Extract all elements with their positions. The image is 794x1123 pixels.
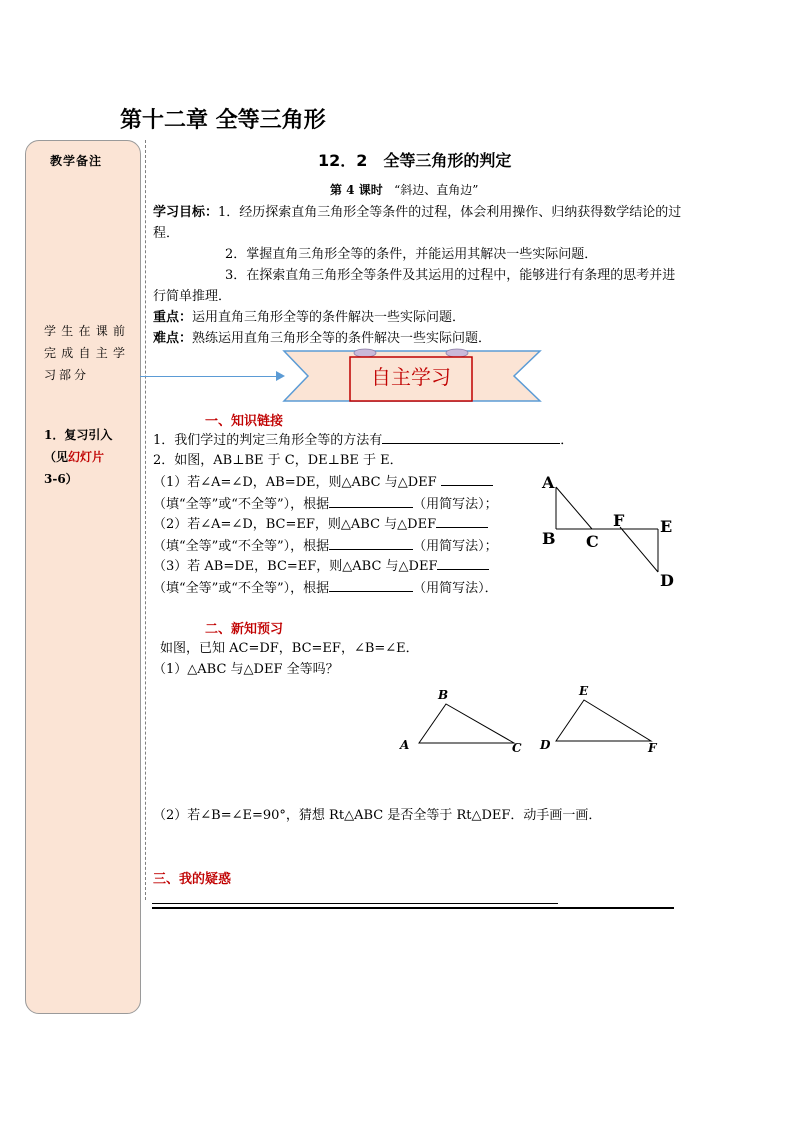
answer-blank-case1b[interactable]: [329, 493, 413, 508]
difficulty-text: 熟练运用直角三角形全等的条件解决一些实际问题．: [192, 331, 492, 346]
objective-1: [153, 202, 683, 244]
sidebar-review-slides: 幻灯片: [68, 450, 105, 464]
tri2-label-d: D: [540, 738, 551, 752]
divider-line: [145, 140, 146, 900]
banner-label: 自主学习: [371, 365, 451, 389]
part2-heading: 二、新知预习: [205, 622, 284, 637]
chapter-title: 第十二章 全等三角形: [120, 108, 326, 133]
case1-text-b: （填“全等”或“不全等”），根据: [153, 497, 330, 512]
case2-text-a: （2）若∠A=∠D，BC=EF，则△ABC 与△DEF: [153, 517, 437, 532]
case3-text-b: （填“全等”或“不全等”），根据: [153, 581, 330, 596]
case3-text-a: （3）若 AB=DE，BC=EF，则△ABC 与△DEF: [153, 559, 438, 574]
key-point-label: 重点：: [153, 310, 193, 325]
fig1-label-a: A: [542, 473, 555, 492]
answer-blank-case3a[interactable]: [437, 555, 489, 570]
fig1-label-c: C: [586, 532, 599, 551]
case2-text-b: （填“全等”或“不全等”），根据: [153, 539, 330, 554]
section-title: 12．2 全等三角形的判定: [318, 151, 512, 170]
objectives-label: 学习目标：: [153, 205, 219, 220]
answer-blank-case2b[interactable]: [329, 535, 413, 550]
objective-2: 2．掌握直角三角形全等的条件，并能运用其解决一些实际问题．: [225, 247, 598, 262]
fig1-label-b: B: [542, 529, 556, 548]
answer-blank-case2a[interactable]: [436, 513, 488, 528]
part1-q1: [153, 429, 683, 451]
lesson-topic: “斜边、直角边”: [394, 183, 479, 197]
objective-3: 3．在探索直角三角形全等条件及其运用的过程中，能够进行有条理的思考并进行简单推理．: [153, 268, 676, 304]
answer-blank-case3b[interactable]: [329, 577, 413, 592]
lesson-line: [330, 181, 478, 198]
case1-text-a: （1）若∠A=∠D，AB=DE，则△ABC 与△DEF: [153, 475, 437, 490]
part2-q1: （1）△ABC 与△DEF 全等吗？: [153, 662, 339, 677]
answer-blank-methods[interactable]: [382, 429, 560, 444]
sidebar-note: 学生在课前完成自主学习部分: [44, 324, 128, 382]
fig1-label-d: D: [660, 571, 674, 590]
part1-case2: [153, 513, 513, 557]
part1-q1-end: ．: [560, 433, 574, 448]
part1-case3: [153, 555, 513, 599]
part2-intro: 如图，已知 AC=DF，BC=EF，∠B=∠E．: [160, 641, 419, 656]
lesson-period: 第 4 课时: [330, 183, 383, 197]
tri2-label-e: E: [579, 684, 589, 698]
part1-q1-text: 1．我们学过的判定三角形全等的方法有: [153, 433, 383, 448]
tri1-label-b: B: [438, 688, 449, 702]
part1-case1: [153, 471, 513, 515]
key-point: [153, 307, 683, 328]
part1-heading: 一、知识链接: [205, 414, 284, 429]
sidebar-review-prefix: 1．复习引入（见: [44, 428, 113, 464]
case1-text-c: （用简写法）；: [413, 497, 498, 512]
case2-text-c: （用简写法）；: [413, 539, 498, 554]
case3-text-c: （用简写法）．: [413, 581, 498, 596]
sidebar-heading: 教学备注: [50, 154, 103, 168]
doubt-line-1[interactable]: [152, 903, 558, 904]
part2-q2: （2）若∠B=∠E=90°，猜想 Rt△ABC 是否全等于 Rt△DEF．动手画一画．: [153, 808, 602, 823]
tri2-label-f: F: [648, 741, 657, 755]
difficulty-label: 难点：: [153, 331, 193, 346]
doubt-line-2[interactable]: [152, 907, 674, 909]
answer-blank-case1a[interactable]: [441, 471, 493, 486]
tri1-label-c: C: [512, 741, 522, 755]
arrow-line: [140, 376, 280, 377]
key-point-text: 运用直角三角形全等的条件解决一些实际问题．: [192, 310, 466, 325]
figure-perpendicular-triangles: [536, 470, 686, 594]
sidebar-review: [44, 424, 134, 490]
tri1-label-a: A: [400, 738, 410, 752]
part1-q2: 2．如图，AB⊥BE 于 C，DE⊥BE 于 E．: [153, 453, 403, 468]
sidebar-review-suffix: 3-6）: [44, 472, 78, 486]
fig1-label-f: F: [613, 511, 625, 530]
teaching-notes-sidebar: [25, 140, 141, 1014]
objective-1-text: 1．经历探索直角三角形全等条件的过程，体会利用操作、归纳获得数学结论的过程．: [153, 205, 682, 241]
part3-heading: 三、我的疑惑: [153, 872, 232, 887]
fig1-label-e: E: [660, 517, 673, 536]
figure-two-triangles: [396, 682, 682, 760]
